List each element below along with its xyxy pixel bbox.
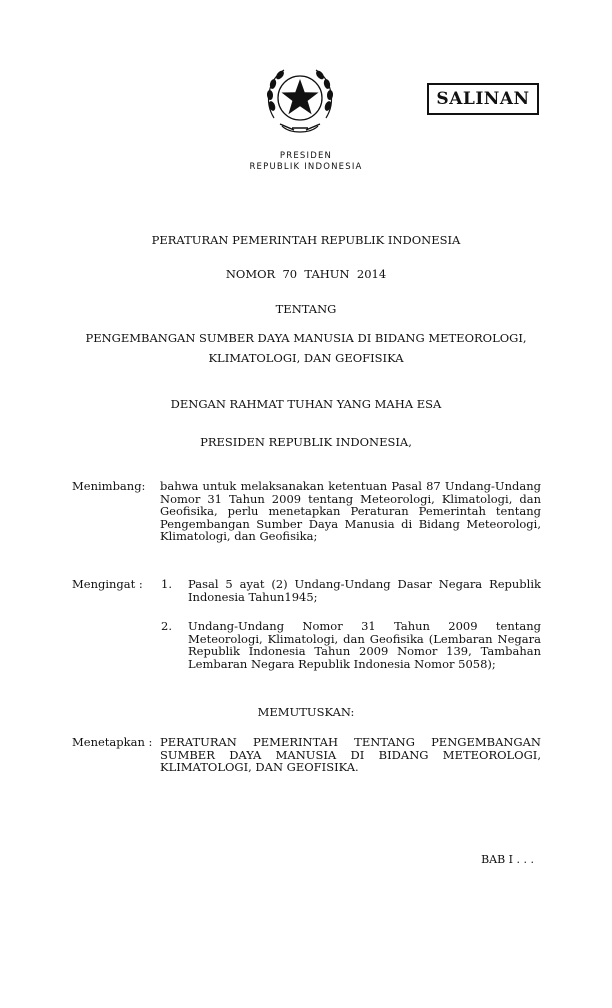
regulation-subject-line2: KLIMATOLOGI, DAN GEOFISIKA	[208, 351, 404, 365]
header-republik: REPUBLIK INDONESIA	[249, 162, 363, 172]
mengingat-item-1-text: Pasal 5 ayat (2) Undang-Undang Dasar Negara Republik Indonesia Tahun1945;	[188, 577, 541, 604]
next-page-indicator: BAB I . . .	[481, 853, 534, 866]
mengingat-item-2-text: Undang-Undang Nomor 31 Tahun 2009 tentang Meteorologi, Klimatologi, dan Geofisika (Lembaran Negara Republik Indonesia Tahun 2009 Nomor 139, Tambahan Lembaran Negara Republik Indonesia Nomor 5058);	[188, 619, 541, 671]
regulation-subject-line1: PENGEMBANGAN SUMBER DAYA MANUSIA DI BIDANG METEOROLOGI,	[85, 331, 527, 345]
mengingat-item-2-num: 2.	[161, 619, 172, 633]
mengingat-item-1-num: 1.	[161, 577, 172, 591]
menetapkan-label: Menetapkan :	[72, 735, 153, 749]
salinan-stamp: SALINAN	[427, 83, 539, 115]
regulation-number: NOMOR 70 TAHUN 2014	[225, 267, 387, 281]
menetapkan-text: PERATURAN PEMERINTAH TENTANG PENGEMBANGAN SUMBER DAYA MANUSIA DI BIDANG METEOROLOGI, KLIMATOLOGI, DAN GEOFISIKA.	[160, 735, 541, 775]
presiden-line: PRESIDEN REPUBLIK INDONESIA,	[200, 435, 412, 449]
menimbang-label: Menimbang:	[72, 479, 146, 493]
garuda-emblem-icon	[262, 62, 338, 136]
menimbang-text: bahwa untuk melaksanakan ketentuan Pasal 87 Undang-Undang Nomor 31 Tahun 2009 tentang Meteorologi, Klimatologi, dan Geofisika, perlu menetapkan Peraturan Pemerintah tentang Pengembangan Sumber Daya Manusia di Bidang Meteorologi, Klimatologi, dan Geofisika;	[160, 479, 541, 544]
tentang-label: TENTANG	[275, 302, 337, 316]
rahmat-line: DENGAN RAHMAT TUHAN YANG MAHA ESA	[170, 397, 442, 411]
memutuskan-heading: MEMUTUSKAN:	[257, 705, 355, 719]
mengingat-label: Mengingat :	[72, 577, 143, 591]
regulation-title: PERATURAN PEMERINTAH REPUBLIK INDONESIA	[151, 233, 461, 247]
header-presiden: PRESIDEN	[279, 151, 333, 161]
